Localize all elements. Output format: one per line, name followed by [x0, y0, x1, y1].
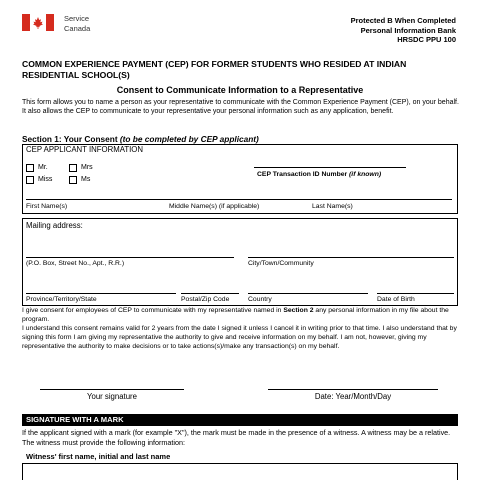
city-field[interactable] — [248, 257, 454, 258]
applicant-info-box — [22, 144, 458, 214]
first-name-label: First Name(s) — [26, 203, 68, 210]
mrs-label: Mrs — [81, 164, 93, 172]
section-1-note: (to be completed by CEP applicant) — [119, 134, 259, 144]
signature-field[interactable] — [40, 389, 184, 390]
form-title: COMMON EXPERIENCE PAYMENT (CEP) FOR FORMER STUDENTS WHO RESIDED AT INDIAN RESIDENTIAL SCHOOL(S) — [22, 59, 407, 80]
protection-line-2: Personal Information Bank — [360, 25, 456, 35]
postal-label: Postal/Zip Code — [181, 296, 230, 303]
name-field-line[interactable] — [26, 199, 452, 200]
form-subtitle: Consent to Communicate Information to a Representative — [116, 85, 364, 95]
consent-text — [22, 307, 462, 352]
po-box-field[interactable] — [26, 257, 234, 258]
witness-name-field[interactable] — [22, 463, 458, 480]
miss-label: Miss — [38, 176, 53, 184]
city-label: City/Town/Community — [248, 260, 314, 267]
last-name-label: Last Name(s) — [312, 203, 353, 210]
signature-mark-text: If the applicant signed with a mark (for example "X"), the mark must be made in the presence of a witness. A witness may be a relative. The witness must provide the following information: — [22, 428, 451, 447]
consent-paragraph-1 — [22, 307, 462, 325]
department-name — [64, 14, 90, 34]
ms-label: Ms — [81, 176, 91, 184]
consent-p1-section-ref: Section 2 — [283, 307, 314, 314]
intro-text: This form allows you to name a person as your representative to communicate with the Common Experience Payment (CEP), on your behalf. It also allows the CEP to communicate to your representative your personal information such as any application, benefit. — [22, 99, 459, 115]
cep-id-label — [257, 171, 381, 178]
protection-line-3: HRSDC PPU 100 — [397, 35, 456, 44]
consent-paragraph-2: I understand this consent remains valid for 2 years from the date I signed it unless I cancel it in writing prior to that time. I also understand that by signing this form I am giving my representative the authority to give and receive information on my behalf. I am not, however, giving my representative the authority to make decisions or to take actions(s)/make any transaction(s) on my behalf. — [22, 324, 457, 350]
cep-id-field[interactable] — [254, 167, 406, 168]
mailing-address-header: Mailing address: — [26, 221, 83, 230]
signature-label: Your signature — [87, 392, 137, 401]
province-label: Province/Territory/State — [26, 296, 97, 303]
country-field[interactable] — [248, 293, 368, 294]
consent-p1-start: I give consent for employees of CEP to communicate with my representative named in — [22, 307, 284, 314]
department-line-1: Service — [64, 14, 90, 23]
country-label: Country — [248, 296, 272, 303]
consent-p1-end: any personal information in my file about the program. — [22, 307, 449, 323]
cep-id-label-text: CEP Transaction ID Number — [257, 171, 348, 178]
applicant-info-header: CEP APPLICANT INFORMATION — [26, 145, 143, 154]
ms-checkbox[interactable] — [69, 176, 77, 184]
po-box-label: (P.O. Box, Street No., Apt., R.R.) — [26, 260, 125, 267]
signature-mark-heading: SIGNATURE WITH A MARK — [22, 414, 458, 426]
province-field[interactable] — [26, 293, 176, 294]
signature-date-field[interactable] — [268, 389, 438, 390]
dob-field[interactable] — [377, 293, 454, 294]
witness-name-label: Witness' first name, initial and last name — [26, 452, 171, 461]
dob-label: Date of Birth — [377, 296, 415, 303]
miss-checkbox[interactable] — [26, 176, 34, 184]
signature-date-label: Date: Year/Month/Day — [314, 392, 392, 401]
protection-line-1: Protected B When Completed — [350, 16, 456, 25]
department-line-2: Canada — [64, 24, 91, 33]
section-1-title: Section 1: Your Consent — [22, 134, 118, 144]
title-miss-option[interactable] — [26, 171, 52, 189]
cep-id-note: (if known) — [349, 171, 382, 178]
middle-name-label: Middle Name(s) (if applicable) — [169, 203, 260, 210]
mailing-address-box — [22, 218, 458, 306]
postal-field[interactable] — [181, 293, 239, 294]
mr-label: Mr. — [38, 164, 48, 172]
canada-flag-icon — [22, 14, 54, 31]
protection-notice — [351, 16, 456, 45]
title-ms-option[interactable] — [69, 171, 90, 189]
section-1-heading — [22, 134, 259, 144]
